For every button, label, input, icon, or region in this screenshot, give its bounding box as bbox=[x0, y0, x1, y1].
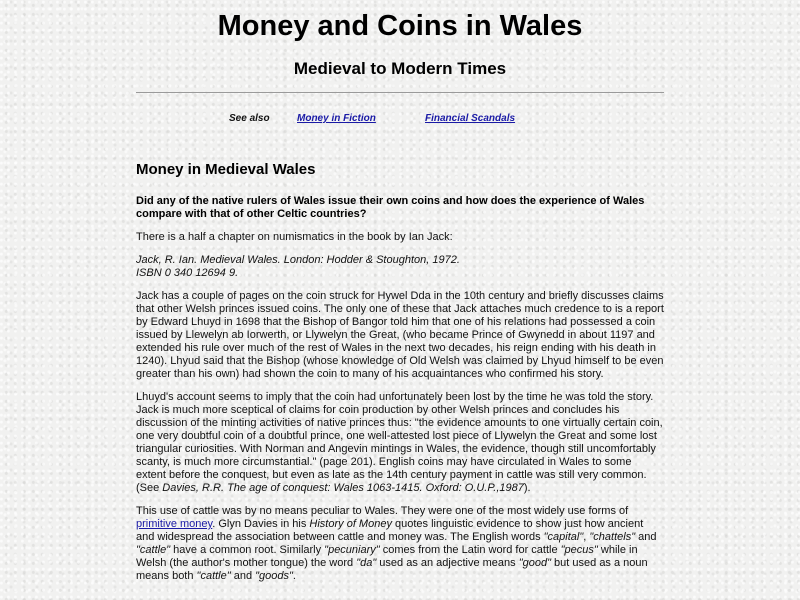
word-pecuniary: "pecuniary" bbox=[324, 544, 380, 556]
paragraph-text-end: ). bbox=[523, 482, 531, 494]
page-title: Money and Coins in Wales bbox=[217, 10, 583, 42]
link-money-in-fiction[interactable]: Money in Fiction bbox=[297, 113, 376, 124]
book-citation bbox=[136, 254, 664, 280]
text: This use of cattle was by no means peculiar to Wales. They were one of the most widely use forms of bbox=[136, 505, 629, 517]
citation-line-1: Jack, R. Ian. Medieval Wales. London: Hodder & Stoughton, 1972. bbox=[136, 254, 460, 266]
page-subtitle: Medieval to Modern Times bbox=[293, 59, 507, 78]
link-financial-scandals[interactable]: Financial Scandals bbox=[425, 113, 516, 124]
book-title: History of Money bbox=[309, 518, 392, 530]
link-primitive-money[interactable]: primitive money bbox=[136, 518, 213, 530]
citation-line-2: ISBN 0 340 12694 9. bbox=[136, 267, 239, 279]
word-da: "da" bbox=[356, 557, 377, 569]
word-cattle-2: "cattle" bbox=[196, 570, 231, 582]
paragraph-hywel-dda: Jack has a couple of pages on the coin struck for Hywel Dda in the 10th century and briefly discusses claims that other Welsh princes issued coins. The only one of these that Jack attaches much credence to is a report by Edward Lhuyd in 1698 that the Bishop of Bangor told him that one of his relations had possessed a coin issued by Llewelyn ab Iorwerth, or Llywelyn the Great, (who became Prince of Gwynedd in about 1197 and extended his rule over much of the rest of Wales in the next two decades, his reign ending with his death in 1240). Lhyud said that the Bishop (whose knowledge of Old Welsh was claimed by Lhyud himself to be even greater than his own) had shown the coin to many of his acquaintances who confirmed his story. bbox=[136, 290, 664, 380]
text: and bbox=[635, 531, 657, 543]
text: and bbox=[230, 570, 256, 582]
word-pecus: "pecus" bbox=[560, 544, 598, 556]
text: quotes linguistic evidence to show just how ancient and widespread the association between cattle and money was. The English words bbox=[136, 518, 644, 543]
text: . bbox=[292, 570, 296, 582]
main-content bbox=[136, 161, 664, 593]
horizontal-divider bbox=[136, 92, 664, 93]
word-chattels: "chattels" bbox=[589, 531, 636, 543]
text: have a common root. Similarly bbox=[170, 544, 325, 556]
word-capital: "capital" bbox=[543, 531, 584, 543]
text: comes from the Latin word for cattle bbox=[379, 544, 561, 556]
text: but used as a noun means both bbox=[136, 557, 648, 582]
text: used as an adjective means bbox=[376, 557, 519, 569]
text: while in Welsh (the author's mother tongue) the word bbox=[136, 544, 638, 569]
intro-paragraph: There is a half a chapter on numismatics in the book by Ian Jack: bbox=[136, 231, 453, 243]
section-question: Did any of the native rulers of Wales issue their own coins and how does the experience of Wales compare with that of other Celtic countries? bbox=[136, 195, 645, 220]
paragraph-cattle bbox=[136, 505, 664, 583]
text: , bbox=[583, 531, 590, 543]
word-goods: "goods" bbox=[255, 570, 293, 582]
paragraph-lhuyd-account bbox=[136, 391, 664, 495]
davies-citation: Davies, R.R. The age of conquest: Wales 1063-1415. Oxford: O.U.P.,1987 bbox=[162, 482, 524, 494]
word-cattle: "cattle" bbox=[136, 544, 171, 556]
text: . Glyn Davies in his bbox=[212, 518, 310, 530]
word-good: "good" bbox=[518, 557, 551, 569]
see-also-label: See also bbox=[229, 113, 270, 124]
section-heading: Money in Medieval Wales bbox=[136, 161, 316, 178]
paragraph-text: Lhuyd's account seems to imply that the coin had unfortunately been lost by the time he was told the story. Jack is much more sceptical of claims for coin production by other Welsh princes and concludes his discussion of the minting activities of native princes thus: "the evidence amounts to one virtually certain coin, one very doubtful coin of a doubtful prince, one well-attested lost piece of Llywelyn the Great and some lost triangular curiosities. With Norman and Angevin mintings in Wales, the evidence, though still uncomfortably scanty, is much more circumstantial." (page 201). English coins may have circulated in Wales to some extent before the conquest, but even as late as the 14th century payment in cattle was still very common. (See bbox=[136, 391, 663, 494]
